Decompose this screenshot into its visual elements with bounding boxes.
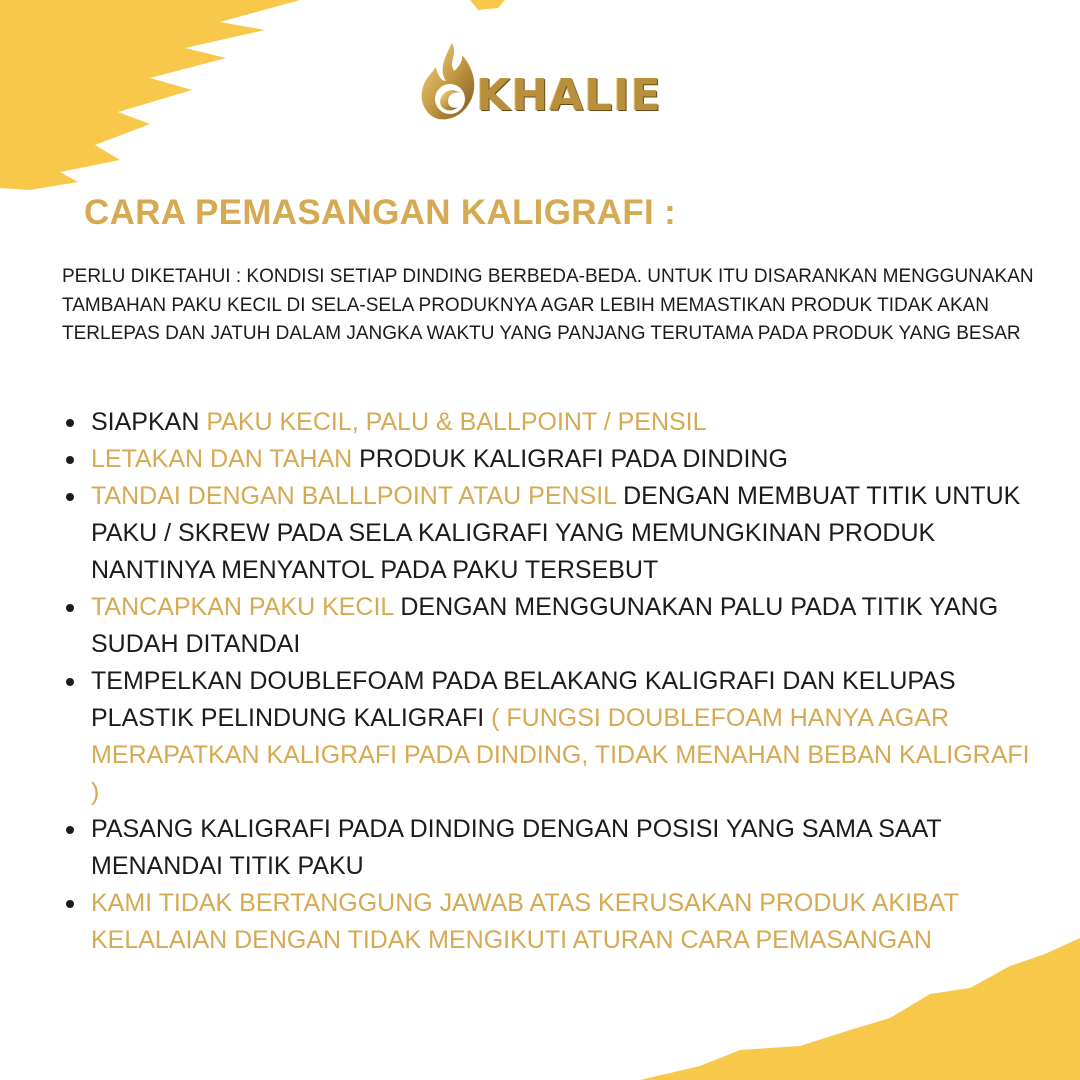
bullet-icon bbox=[66, 604, 74, 612]
top-right-splash bbox=[470, 0, 505, 10]
step-text: TEMPELKAN DOUBLEFOAM PADA BELAKANG KALIGRAFI DAN KELUPAS PLASTIK PELINDUNG KALIGRAFI bbox=[91, 667, 956, 732]
bullet-icon bbox=[66, 826, 74, 834]
notice-paragraph: PERLU DIKETAHUI : KONDISI SETIAP DINDING BERBEDA-BEDA. UNTUK ITU DISARANKAN MENGGUNAKAN TAMBAHAN PAKU KECIL DI SELA-SELA PRODUKNYA AGAR LEBIH MEMASTIKAN PRODUK TIDAK AKAN TERLEPAS DAN JATUH DALAM JANGKA WAKTU YANG PANJANG TERUTAMA PADA PRODUK YANG BESAR bbox=[62, 266, 1034, 344]
bullet-icon bbox=[66, 456, 74, 464]
bullet-icon bbox=[66, 493, 74, 501]
step-text: DENGAN MENGGUNAKAN PALU PADA TITIK YANG SUDAH DITANDAI bbox=[91, 593, 999, 658]
step-highlight: TANCAPKAN PAKU KECIL bbox=[91, 593, 394, 621]
step-highlight: LETAKAN DAN TAHAN bbox=[91, 445, 353, 473]
bottom-right-splash bbox=[640, 938, 1080, 1080]
bullet-icon bbox=[66, 678, 74, 686]
step-item bbox=[62, 441, 1030, 478]
brand-logo bbox=[0, 38, 1080, 128]
page-title: CARA PEMASANGAN KALIGRAFI : bbox=[84, 193, 677, 232]
bullet-icon bbox=[66, 419, 74, 427]
step-item bbox=[62, 589, 1030, 663]
step-highlight: TANDAI DENGAN BALLLPOINT ATAU PENSIL bbox=[91, 482, 617, 510]
installation-steps bbox=[62, 404, 1030, 959]
step-text: SIAPKAN bbox=[91, 408, 207, 436]
flame-emblem-icon bbox=[418, 41, 482, 125]
step-item bbox=[62, 885, 1030, 959]
step-highlight: PAKU KECIL, PALU & BALLPOINT / PENSIL bbox=[206, 408, 707, 436]
step-text: PASANG KALIGRAFI PADA DINDING DENGAN POSISI YANG SAMA SAAT MENANDAI TITIK PAKU bbox=[91, 815, 942, 880]
bullet-icon bbox=[66, 900, 74, 908]
brand-wordmark: KHALIE bbox=[476, 69, 662, 121]
step-text: PRODUK KALIGRAFI PADA DINDING bbox=[352, 445, 788, 473]
step-item bbox=[62, 404, 1030, 441]
step-highlight: ( FUNGSI DOUBLEFOAM HANYA AGAR MERAPATKAN KALIGRAFI PADA DINDING, TIDAK MENAHAN BEBAN KALIGRAFI ) bbox=[91, 704, 1030, 806]
step-highlight: KAMI TIDAK BERTANGGUNG JAWAB ATAS KERUSAKAN PRODUK AKIBAT KELALAIAN DENGAN TIDAK MENGIKUTI ATURAN CARA PEMASANGAN bbox=[91, 889, 959, 954]
step-item bbox=[62, 478, 1030, 589]
step-item bbox=[62, 811, 1030, 885]
step-text: DENGAN MEMBUAT TITIK UNTUK PAKU / SKREW PADA SELA KALIGRAFI YANG MEMUNGKINAN PRODUK NANTINYA MENYANTOL PADA PAKU TERSEBUT bbox=[91, 482, 1021, 584]
step-item bbox=[62, 663, 1030, 811]
